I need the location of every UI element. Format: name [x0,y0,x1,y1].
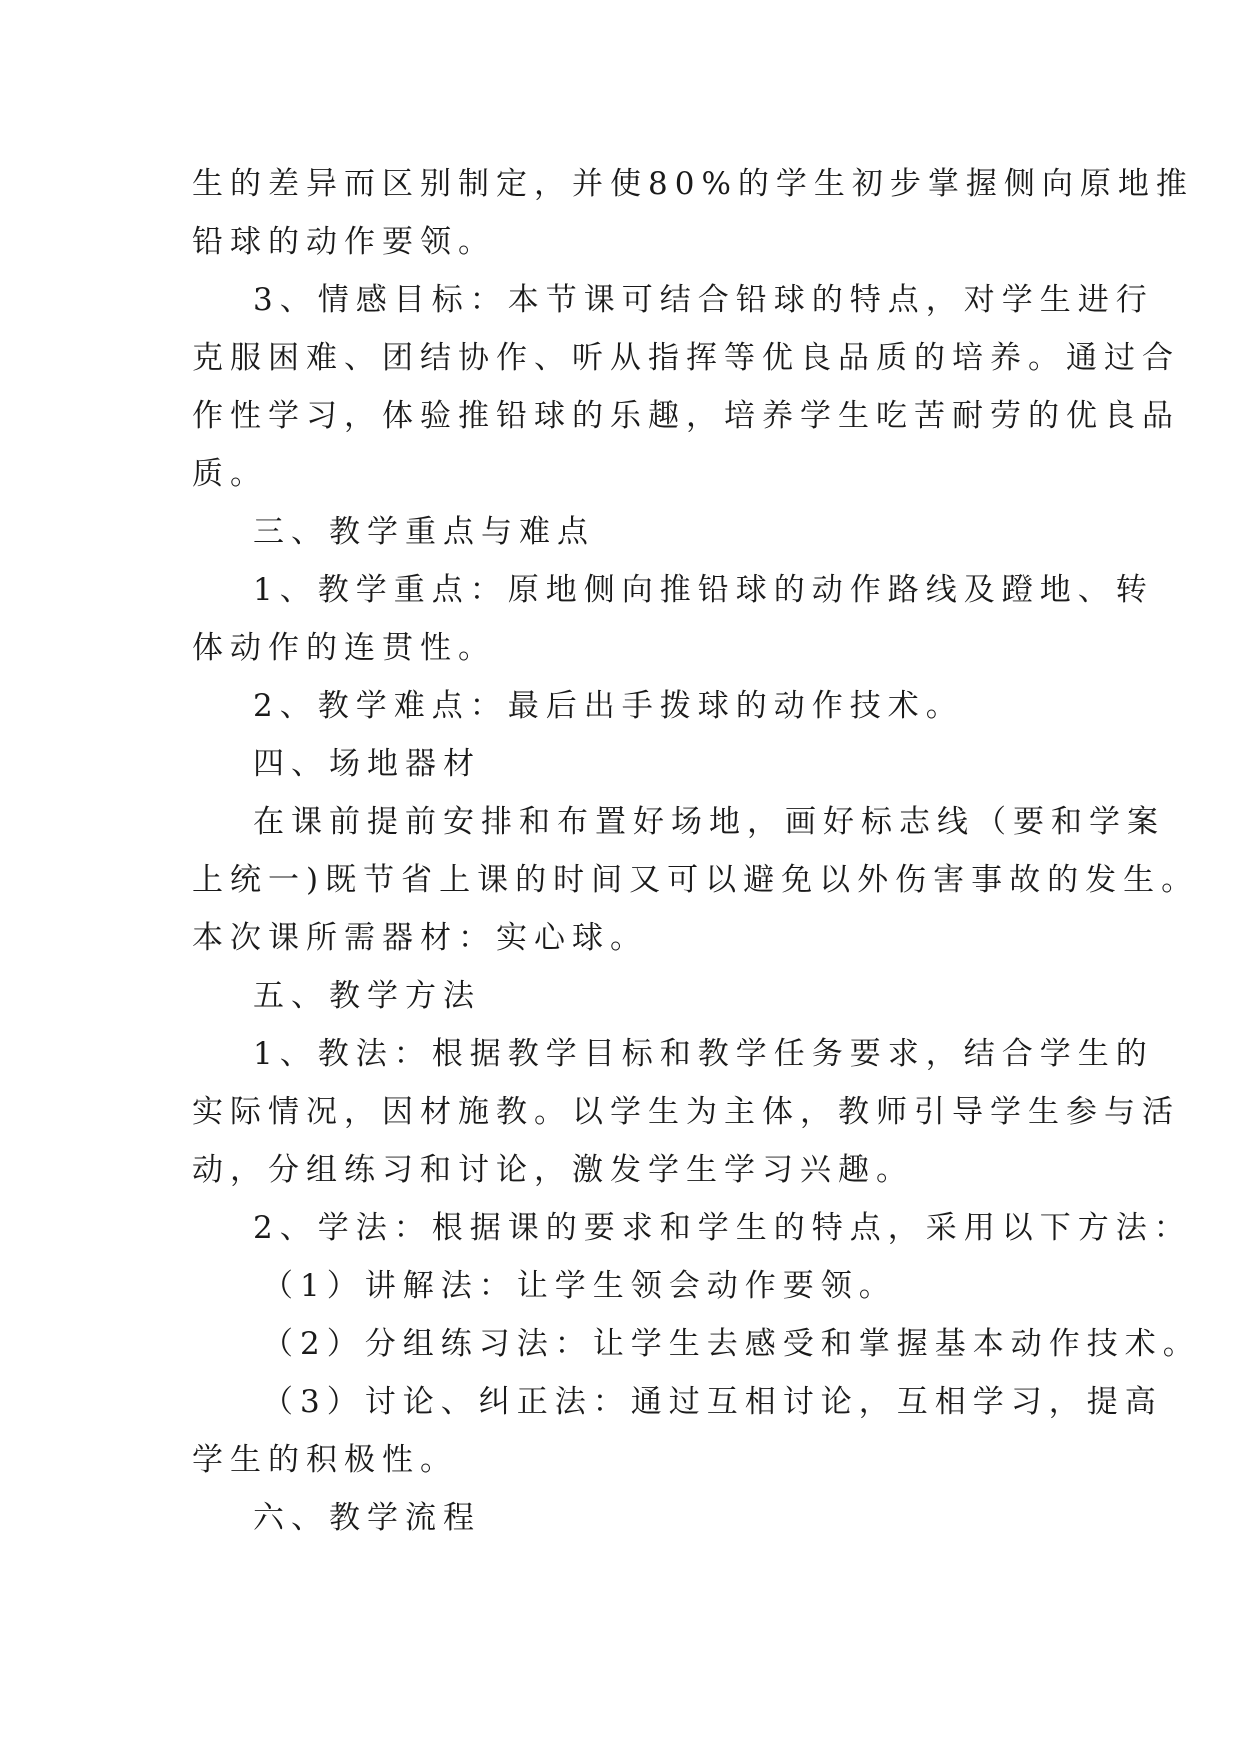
body-text-line: 克服困难、团结协作、听从指挥等优良品质的培养。通过合 [192,340,1180,376]
paragraph-difficulty: 2、教学难点：最后出手拨球的动作技术。 [253,688,964,724]
section-heading: 五、教学方法 [253,978,481,1014]
paragraph-learning-method: 2、学法：根据课的要求和学生的特点，采用以下方法： [253,1210,1192,1246]
body-text-line: 上统一)既节省上课的时间又可以避免以外伤害事故的发生。 [192,862,1200,898]
section-heading: 六、教学流程 [253,1500,481,1536]
body-text-line: 生的差异而区别制定，并使80%的学生初步掌握侧向原地推 [192,166,1194,202]
paragraph-teaching-method: 1、教法：根据教学目标和教学任务要求，结合学生的 [253,1036,1154,1072]
body-text-line: 动，分组练习和讨论，激发学生学习兴趣。 [192,1152,914,1188]
list-item: （3）讨论、纠正法：通过互相讨论，互相学习，提高 [262,1384,1163,1420]
body-text-line: 实际情况，因材施教。以学生为主体，教师引导学生参与活 [192,1094,1180,1130]
section-heading: 三、教学重点与难点 [253,514,595,550]
paragraph-key-point: 1、教学重点：原地侧向推铅球的动作路线及蹬地、转 [253,572,1154,608]
paragraph-emotional-goal: 3、情感目标：本节课可结合铅球的特点，对学生进行 [253,282,1154,318]
body-text-line: 学生的积极性。 [192,1442,458,1478]
list-item: （2）分组练习法：让学生去感受和掌握基本动作技术。 [262,1326,1201,1362]
body-text-line: 本次课所需器材：实心球。 [192,920,648,956]
body-text-line: 质。 [192,456,268,492]
body-text-line: 体动作的连贯性。 [192,630,496,666]
list-item: （1）讲解法：让学生领会动作要领。 [262,1268,897,1304]
body-text-line: 铅球的动作要领。 [192,224,496,260]
paragraph-venue: 在课前提前安排和布置好场地，画好标志线（要和学案 [253,804,1165,840]
section-heading: 四、场地器材 [253,746,481,782]
body-text-line: 作性学习，体验推铅球的乐趣，培养学生吃苦耐劳的优良品 [192,398,1180,434]
